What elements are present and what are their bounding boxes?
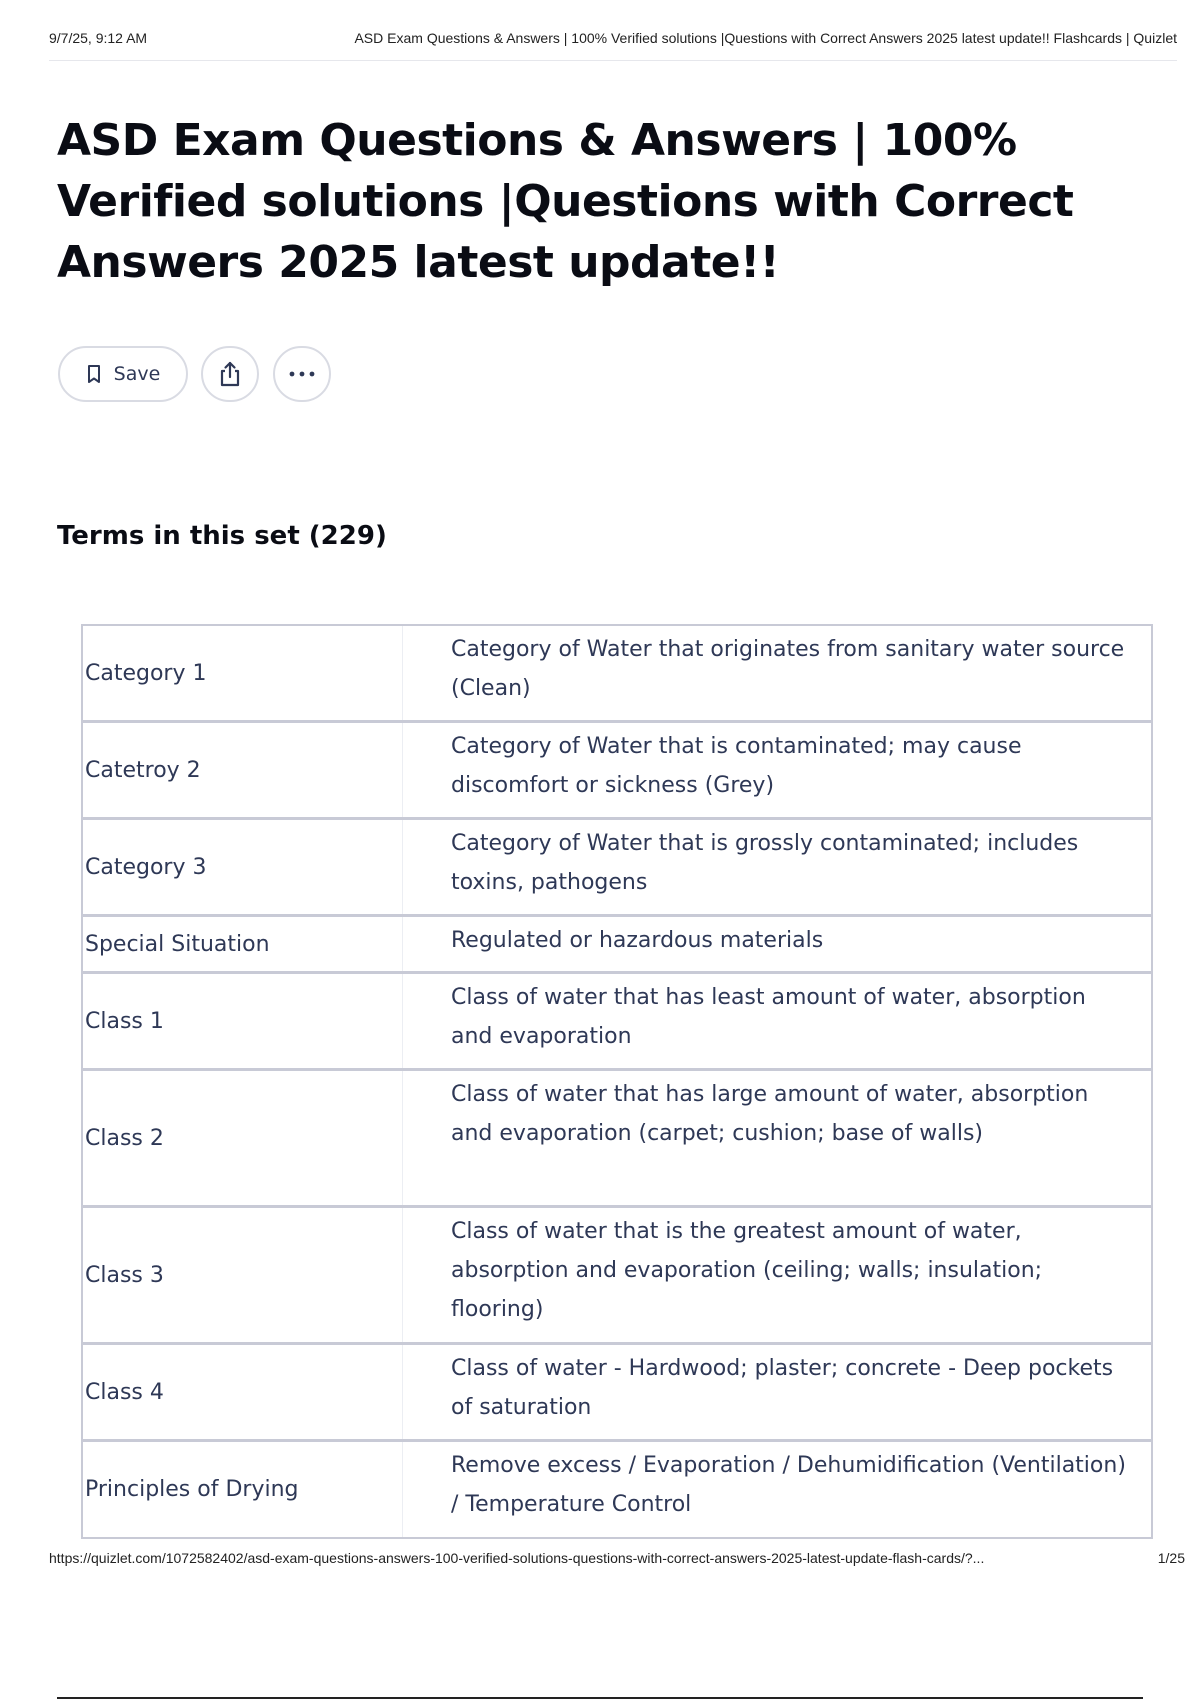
term-row	[83, 723, 1151, 820]
print-header	[49, 30, 1177, 61]
more-horizontal-icon	[288, 370, 316, 378]
term-word: Special Situation	[83, 917, 403, 971]
more-options-button[interactable]	[273, 346, 331, 402]
term-word: Principles of Drying	[83, 1442, 403, 1537]
print-url: https://quizlet.com/1072582402/asd-exam-questions-answers-100-verified-solutions-questions-with-correct-answers-2025-latest-update-flash-cards/?...	[49, 1550, 985, 1566]
term-word: Catetroy 2	[83, 723, 403, 817]
term-definition: Class of water that is the greatest amount of water, absorption and evaporation (ceiling; walls; insulation; flooring)	[451, 1219, 1043, 1322]
share-button[interactable]	[201, 346, 259, 402]
term-definition: Class of water - Hardwood; plaster; concrete - Deep pockets of saturation	[451, 1356, 1114, 1420]
term-definition: Category of Water that is contaminated; may cause discomfort or sickness (Grey)	[451, 734, 1022, 798]
save-button[interactable]	[58, 346, 188, 402]
term-row	[83, 820, 1151, 917]
page-divider	[57, 1697, 1143, 1699]
term-word: Class 2	[83, 1071, 403, 1205]
term-word: Category 1	[83, 626, 403, 720]
term-word: Class 1	[83, 974, 403, 1068]
term-row	[83, 1208, 1151, 1345]
print-document-title: ASD Exam Questions & Answers | 100% Verified solutions |Questions with Correct Answers 2025 latest update!! Flashcards | Quizlet	[354, 30, 1177, 46]
term-row	[83, 917, 1151, 974]
print-date: 9/7/25, 9:12 AM	[49, 30, 148, 46]
term-word: Class 3	[83, 1208, 403, 1342]
term-definition: Class of water that has least amount of water, absorption and evaporation	[451, 985, 1086, 1049]
term-definition: Class of water that has large amount of water, absorption and evaporation (carpet; cushion; base of walls)	[451, 1082, 1089, 1146]
save-button-label: Save	[113, 363, 161, 385]
term-word: Class 4	[83, 1345, 403, 1439]
page-title: ASD Exam Questions & Answers | 100% Verified solutions |Questions with Correct Answers 2025 latest update!!	[57, 115, 1074, 288]
page-number: 1/25	[1157, 1550, 1185, 1566]
term-row	[83, 1345, 1151, 1442]
share-icon	[217, 360, 243, 388]
term-row	[83, 626, 1151, 723]
term-row	[83, 1442, 1151, 1537]
bookmark-icon	[86, 364, 102, 384]
term-row	[83, 1071, 1151, 1208]
term-definition: Category of Water that is grossly contaminated; includes toxins, pathogens	[451, 831, 1079, 895]
term-definition: Category of Water that originates from sanitary water source (Clean)	[451, 637, 1125, 701]
terms-list	[81, 624, 1153, 1539]
term-definition: Regulated or hazardous materials	[451, 928, 824, 953]
term-row	[83, 974, 1151, 1071]
term-definition: Remove excess / Evaporation / Dehumidification (Ventilation) / Temperature Control	[451, 1453, 1126, 1517]
terms-heading: Terms in this set (229)	[57, 521, 387, 551]
term-word: Category 3	[83, 820, 403, 914]
